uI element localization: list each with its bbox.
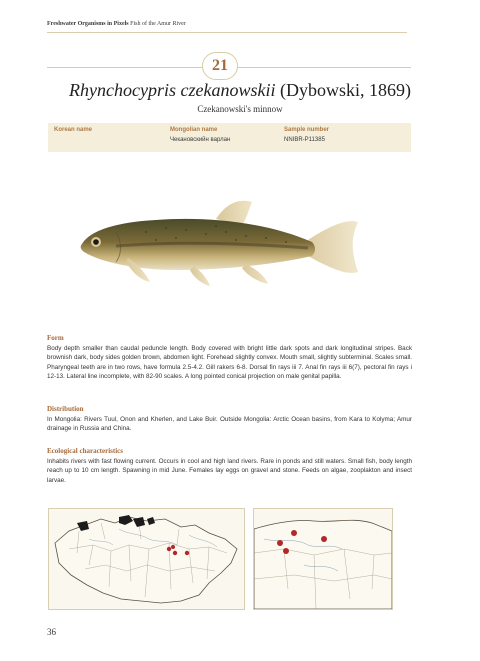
section-title: Fish of the Amur River (130, 21, 186, 27)
mongolia-distribution-map (48, 508, 245, 610)
epithet: czekanowskii (180, 80, 276, 100)
mongolian-name-label: Mongolian name (170, 127, 218, 133)
korean-name-cell (54, 127, 92, 137)
running-header (47, 21, 186, 27)
form-text: Body depth smaller than caudal peduncle length. Body covered with bright little dark spots and dark longitudinal stripes. Back brownish dark, body sides golden brown, abdomen light. Forehead slightly convex. Mouth small, slightly subterminal. Scales small. Pharyngeal teeth are in two rows, have formula 2.5-4.2. Gill rakers 6-8. Dorsal fin rays iii 7. Anal fin rays iii 6(7), pectoral fin rays i 12-13. Lateral line incomplete, with 82-90 scales. A long pointed conical projection on male genital papilla. (47, 345, 412, 381)
distribution-heading: Distribution (47, 405, 84, 413)
page-number: 36 (47, 627, 56, 637)
header-rule (47, 32, 407, 33)
sample-number-label: Sample number (284, 127, 330, 133)
mongolian-name-cell (170, 127, 230, 143)
number-rule-right (236, 67, 411, 68)
korean-name-label: Korean name (54, 127, 93, 133)
authority: (Dybowski, 1869) (279, 80, 411, 100)
scientific-name (0, 80, 480, 101)
fish-photo (76, 192, 366, 302)
number-rule-left (47, 67, 202, 68)
mongolian-name-value: Чекановскийн варлан (170, 137, 231, 143)
ecology-text: Inhabits rivers with fast flowing current. Occurs in cool and high land rivers. Rare in ponds and still waters. Small fish, body length reach up to 10 cm length. Spawning in mid June. Females lay eggs on gravel and stone. Feeds on algae, zooplakton and insect larvae. (47, 458, 412, 484)
ecology-heading: Ecological characteristics (47, 447, 124, 455)
zoomed-distribution-map (253, 508, 393, 610)
sample-number-cell (284, 127, 329, 143)
form-heading: Form (47, 334, 64, 342)
book-title: Freshwater Organisms in Pixels (47, 21, 129, 27)
info-table (48, 123, 411, 152)
distribution-text: In Mongolia: Rivers Tuul, Onon and Kherlen, and Lake Buir. Outside Mongolia: Arctic Ocean basins, from Kara to Kolyma; Amur drainage in Russia and China. (47, 416, 412, 433)
genus: Rhynchocypris (69, 80, 176, 100)
entry-number-badge: 21 (202, 52, 238, 80)
common-name: Czekanowski's minnow (197, 104, 283, 114)
sample-number-value: NNIBR-P11385 (284, 137, 325, 143)
